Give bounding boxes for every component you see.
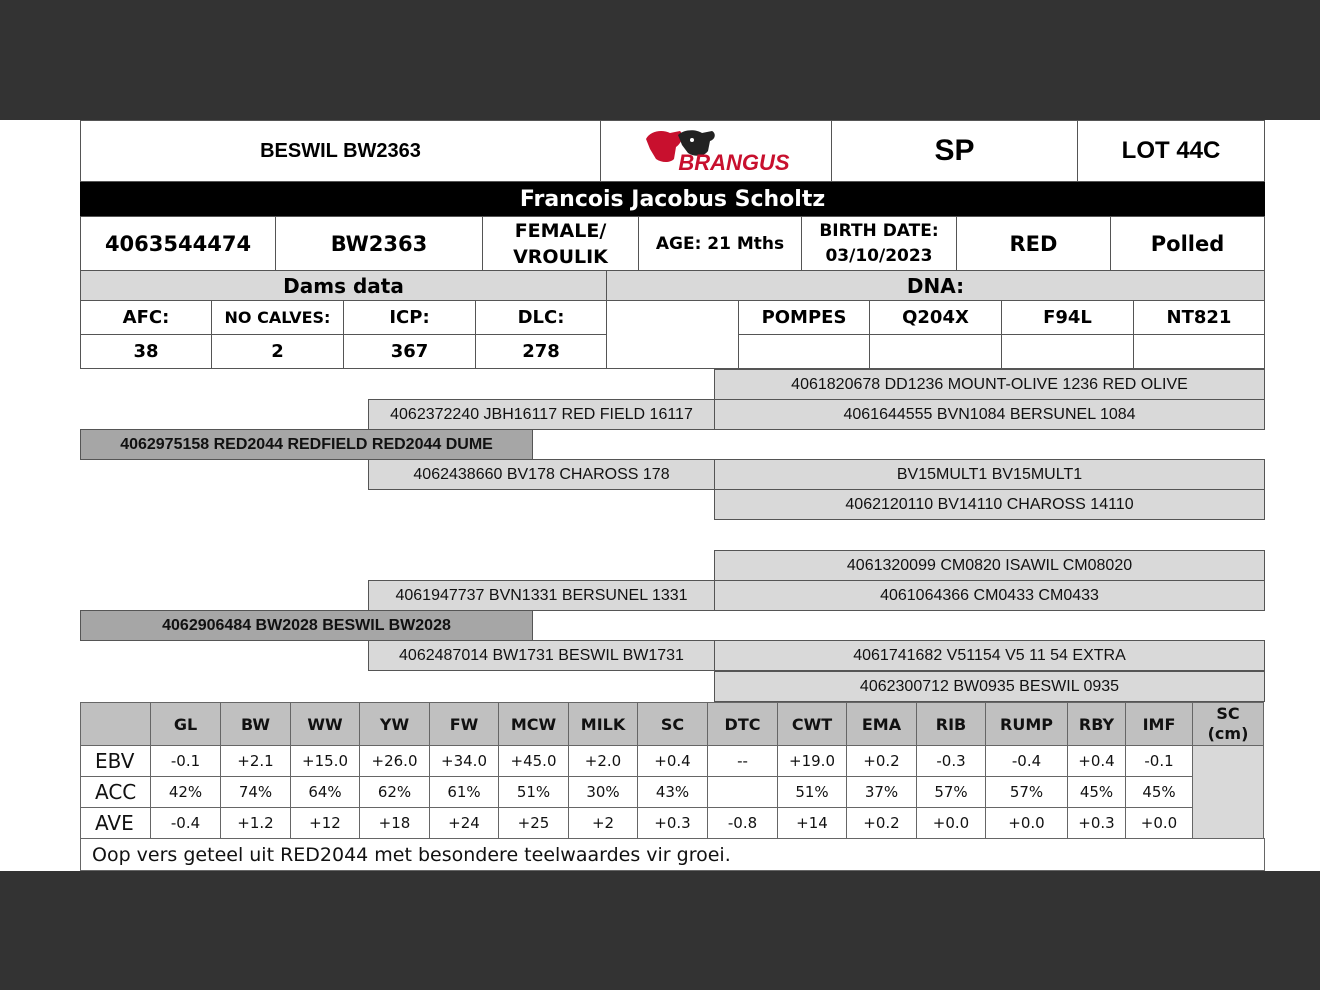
dams-value-no-calves: 2 bbox=[211, 334, 344, 369]
ebv-header-corner bbox=[81, 703, 151, 746]
grade-label: SP bbox=[831, 120, 1078, 182]
animal-id: 4063544474 bbox=[80, 216, 276, 271]
dna-value-f94l bbox=[1001, 334, 1134, 369]
dams-data-title: Dams data bbox=[80, 270, 607, 301]
sc-cm-line2: (cm) bbox=[1207, 724, 1249, 743]
dna-value-pompes bbox=[738, 334, 870, 369]
pedigree-dam: 4062906484 BW2028 BESWIL BW2028 bbox=[80, 610, 533, 641]
ebv-cell: +0.4 bbox=[638, 746, 708, 777]
ebv-col-header: DTC bbox=[708, 703, 778, 746]
ebv-cell: +2.0 bbox=[569, 746, 638, 777]
ebv-row-label: EBV bbox=[81, 746, 151, 777]
sex-cell bbox=[482, 216, 639, 271]
comment: Oop vers geteel uit RED2044 met besondere teelwaardes vir groei. bbox=[80, 838, 1265, 871]
acc-cell: 37% bbox=[847, 777, 917, 808]
ave-cell: +18 bbox=[360, 808, 430, 839]
animal-name: BESWIL BW2363 bbox=[80, 120, 601, 182]
ave-cell: +1.2 bbox=[221, 808, 291, 839]
ebv-cell: +2.1 bbox=[221, 746, 291, 777]
dna-header-nt821: NT821 bbox=[1133, 300, 1265, 335]
ebv-col-header: RUMP bbox=[986, 703, 1068, 746]
dams-value-dlc: 278 bbox=[475, 334, 607, 369]
acc-row bbox=[81, 777, 1264, 808]
color: RED bbox=[956, 216, 1111, 271]
ebv-col-header: GL bbox=[151, 703, 221, 746]
ave-cell: +0.2 bbox=[847, 808, 917, 839]
dams-header-icp: ICP: bbox=[343, 300, 476, 335]
ave-row bbox=[81, 808, 1264, 839]
acc-cell: 61% bbox=[430, 777, 499, 808]
acc-cell: 64% bbox=[291, 777, 360, 808]
ave-cell: +2 bbox=[569, 808, 638, 839]
dna-blank-cell bbox=[606, 300, 739, 369]
ebv-col-header: EMA bbox=[847, 703, 917, 746]
pedigree-dam-dam-dam: 4062300712 BW0935 BESWIL 0935 bbox=[714, 671, 1265, 702]
ave-cell: +0.3 bbox=[638, 808, 708, 839]
sex-line2: VROULIK bbox=[513, 245, 608, 268]
dams-value-icp: 367 bbox=[343, 334, 476, 369]
ebv-col-header: RIB bbox=[917, 703, 986, 746]
ebv-cell: -0.3 bbox=[917, 746, 986, 777]
ebv-cell: -- bbox=[708, 746, 778, 777]
dna-value-nt821 bbox=[1133, 334, 1265, 369]
ebv-col-header: YW bbox=[360, 703, 430, 746]
dna-title: DNA: bbox=[606, 270, 1265, 301]
acc-cell: 57% bbox=[986, 777, 1068, 808]
ave-cell: +0.0 bbox=[917, 808, 986, 839]
birth-date-cell bbox=[801, 216, 957, 271]
ave-cell: -0.8 bbox=[708, 808, 778, 839]
sc-cm-cell bbox=[1193, 746, 1264, 839]
sex-line1: FEMALE/ bbox=[514, 219, 607, 242]
pedigree-sire-dam: 4062438660 BV178 CHAROSS 178 bbox=[368, 459, 715, 490]
ebv-col-header: WW bbox=[291, 703, 360, 746]
acc-cell: 62% bbox=[360, 777, 430, 808]
acc-cell: 51% bbox=[499, 777, 569, 808]
pedigree-sire-sire: 4062372240 JBH16117 RED FIELD 16117 bbox=[368, 399, 715, 430]
dna-value-q204x bbox=[869, 334, 1002, 369]
ebv-col-header: BW bbox=[221, 703, 291, 746]
ebv-col-header-sc-cm bbox=[1193, 703, 1264, 746]
ebv-cell: -0.4 bbox=[986, 746, 1068, 777]
ave-cell: -0.4 bbox=[151, 808, 221, 839]
dna-header-q204x: Q204X bbox=[869, 300, 1002, 335]
ave-cell: +0.3 bbox=[1068, 808, 1126, 839]
acc-cell: 43% bbox=[638, 777, 708, 808]
ebv-col-header: MCW bbox=[499, 703, 569, 746]
pedigree-sire-dam-sire: BV15MULT1 BV15MULT1 bbox=[714, 459, 1265, 490]
lot-number: LOT 44C bbox=[1077, 120, 1265, 182]
ave-cell: +24 bbox=[430, 808, 499, 839]
birth-date-value: 03/10/2023 bbox=[825, 245, 933, 266]
ebv-row bbox=[81, 746, 1264, 777]
ebv-col-header: SC bbox=[638, 703, 708, 746]
pedigree-sire-dam-dam: 4062120110 BV14110 CHAROSS 14110 bbox=[714, 489, 1265, 520]
ave-cell: +12 bbox=[291, 808, 360, 839]
ebv-col-header: CWT bbox=[778, 703, 847, 746]
animal-tag: BW2363 bbox=[275, 216, 483, 271]
ave-cell: +14 bbox=[778, 808, 847, 839]
ebv-col-header: MILK bbox=[569, 703, 638, 746]
sc-cm-line1: SC bbox=[1216, 704, 1240, 723]
pedigree-dam-dam: 4062487014 BW1731 BESWIL BW1731 bbox=[368, 640, 715, 671]
age: AGE: 21 Mths bbox=[638, 216, 802, 271]
brangus-logo bbox=[600, 120, 832, 182]
pedigree-sire-sire-sire: 4061820678 DD1236 MOUNT-OLIVE 1236 RED OLIVE bbox=[714, 369, 1265, 400]
pedigree-dam-sire-dam: 4061064366 CM0433 CM0433 bbox=[714, 580, 1265, 611]
ebv-header-row bbox=[81, 703, 1264, 746]
dna-header-f94l: F94L bbox=[1001, 300, 1134, 335]
ebv-col-header: RBY bbox=[1068, 703, 1126, 746]
pedigree-sire-sire-dam: 4061644555 BVN1084 BERSUNEL 1084 bbox=[714, 399, 1265, 430]
dams-header-dlc: DLC: bbox=[475, 300, 607, 335]
ave-cell: +0.0 bbox=[1126, 808, 1193, 839]
acc-cell: 57% bbox=[917, 777, 986, 808]
dna-header-pompes: POMPES bbox=[738, 300, 870, 335]
ebv-cell: +15.0 bbox=[291, 746, 360, 777]
ebv-cell: +45.0 bbox=[499, 746, 569, 777]
acc-cell: 51% bbox=[778, 777, 847, 808]
pedigree-dam-dam-sire: 4061741682 V51154 V5 11 54 EXTRA bbox=[714, 640, 1265, 671]
acc-cell bbox=[708, 777, 778, 808]
sale-lot-sheet bbox=[0, 120, 1320, 871]
acc-cell: 42% bbox=[151, 777, 221, 808]
ebv-col-header: IMF bbox=[1126, 703, 1193, 746]
acc-row-label: ACC bbox=[81, 777, 151, 808]
ebv-cell: -0.1 bbox=[151, 746, 221, 777]
brangus-logo-icon bbox=[636, 125, 796, 177]
dams-header-afc: AFC: bbox=[80, 300, 212, 335]
ebv-cell: +0.2 bbox=[847, 746, 917, 777]
acc-cell: 74% bbox=[221, 777, 291, 808]
ebv-cell: +34.0 bbox=[430, 746, 499, 777]
dams-header-no-calves: NO CALVES: bbox=[211, 300, 344, 335]
ave-cell: +25 bbox=[499, 808, 569, 839]
pedigree-dam-sire: 4061947737 BVN1331 BERSUNEL 1331 bbox=[368, 580, 715, 611]
acc-cell: 45% bbox=[1126, 777, 1193, 808]
birth-date-label: BIRTH DATE: bbox=[819, 220, 939, 241]
ebv-col-header: FW bbox=[430, 703, 499, 746]
ebv-table bbox=[80, 702, 1264, 839]
acc-cell: 30% bbox=[569, 777, 638, 808]
horn-status: Polled bbox=[1110, 216, 1265, 271]
ave-cell: +0.0 bbox=[986, 808, 1068, 839]
ebv-cell: +0.4 bbox=[1068, 746, 1126, 777]
owner-name: Francois Jacobus Scholtz bbox=[80, 182, 1265, 216]
ebv-cell: -0.1 bbox=[1126, 746, 1193, 777]
pedigree-dam-sire-sire: 4061320099 CM0820 ISAWIL CM08020 bbox=[714, 550, 1265, 581]
ebv-cell: +26.0 bbox=[360, 746, 430, 777]
acc-cell: 45% bbox=[1068, 777, 1126, 808]
pedigree-sire: 4062975158 RED2044 REDFIELD RED2044 DUME bbox=[80, 429, 533, 460]
logo-text: BRANGUS bbox=[678, 150, 790, 175]
ebv-cell: +19.0 bbox=[778, 746, 847, 777]
dams-value-afc: 38 bbox=[80, 334, 212, 369]
ave-row-label: AVE bbox=[81, 808, 151, 839]
